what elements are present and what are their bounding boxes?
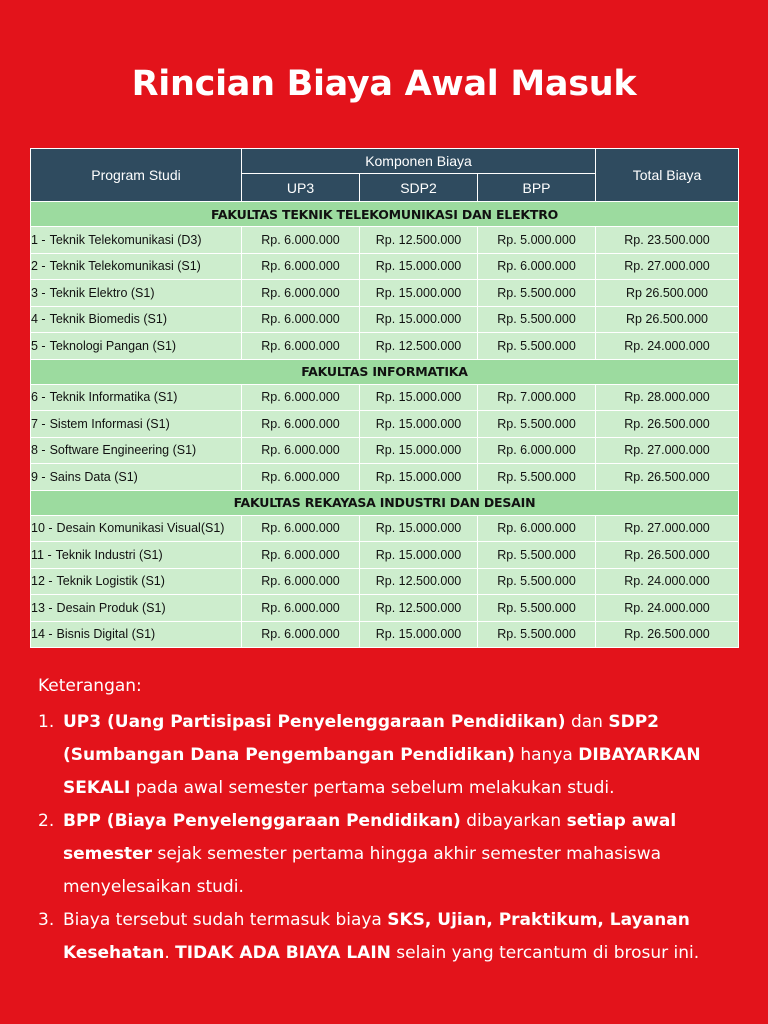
program-name: Teknik Industri (S1) [55, 547, 163, 562]
note-text: dan [565, 712, 609, 732]
note-emphasis: DIBAYARKAN SEKALI [63, 745, 701, 798]
note-number: 1. [38, 712, 55, 732]
up3-cell: Rp. 6.000.000 [242, 411, 360, 438]
bpp-cell: Rp. 5.500.000 [478, 411, 596, 438]
program-name: Desain Komunikasi Visual(S1) [56, 521, 225, 536]
up3-cell: Rp. 6.000.000 [242, 280, 360, 307]
program-number: 3 - [31, 285, 46, 300]
program-name: Teknik Elektro (S1) [49, 285, 155, 300]
program-row [31, 306, 739, 333]
sdp2-cell: Rp. 15.000.000 [360, 621, 478, 648]
note-text: . [164, 943, 176, 963]
faculty-row [31, 202, 739, 227]
bpp-cell: Rp. 5.500.000 [478, 568, 596, 595]
program-name-cell [31, 621, 242, 648]
sdp2-cell: Rp. 12.500.000 [360, 595, 478, 622]
program-name-cell [31, 595, 242, 622]
sdp2-cell: Rp. 12.500.000 [360, 227, 478, 254]
program-name: Sistem Informasi (S1) [49, 416, 170, 431]
program-number: 2 - [31, 259, 46, 274]
bpp-cell: Rp. 5.500.000 [478, 542, 596, 569]
bpp-cell: Rp. 5.500.000 [478, 464, 596, 491]
up3-cell: Rp. 6.000.000 [242, 464, 360, 491]
note-emphasis: UP3 (Uang Partisipasi Penyelenggaraan Pendidikan) [63, 712, 566, 732]
faculty-row [31, 490, 739, 515]
header-total-biaya: Total Biaya [596, 149, 739, 202]
faculty-name: FAKULTAS TEKNIK TELEKOMUNIKASI DAN ELEKTRO [31, 202, 739, 227]
program-number: 6 - [31, 390, 46, 405]
sdp2-cell: Rp. 15.000.000 [360, 515, 478, 542]
program-name: Sains Data (S1) [49, 469, 138, 484]
notes-section [38, 676, 738, 970]
total-cell: Rp. 27.000.000 [596, 515, 739, 542]
note-number: 3. [38, 910, 55, 930]
fee-table-body [31, 202, 739, 648]
total-cell: Rp 26.500.000 [596, 280, 739, 307]
sdp2-cell: Rp. 15.000.000 [360, 542, 478, 569]
bpp-cell: Rp. 6.000.000 [478, 515, 596, 542]
note-item [38, 805, 738, 904]
program-row [31, 411, 739, 438]
up3-cell: Rp. 6.000.000 [242, 595, 360, 622]
program-number: 9 - [31, 469, 46, 484]
program-name: Teknik Informatika (S1) [49, 390, 178, 405]
program-name-cell [31, 280, 242, 307]
fee-table [30, 148, 739, 648]
up3-cell: Rp. 6.000.000 [242, 253, 360, 280]
header-up3: UP3 [242, 174, 360, 202]
total-cell: Rp. 28.000.000 [596, 384, 739, 411]
program-row [31, 437, 739, 464]
up3-cell: Rp. 6.000.000 [242, 568, 360, 595]
up3-cell: Rp. 6.000.000 [242, 384, 360, 411]
program-number: 13 - [31, 600, 53, 615]
program-row [31, 384, 739, 411]
note-item [38, 904, 738, 970]
total-cell: Rp 26.500.000 [596, 306, 739, 333]
note-emphasis: SDP2 (Sumbangan Dana Pengembangan Pendidikan) [63, 712, 660, 765]
program-name: Teknik Logistik (S1) [56, 574, 165, 589]
program-row [31, 568, 739, 595]
program-name: Teknik Telekomunikasi (D3) [49, 232, 202, 247]
sdp2-cell: Rp. 15.000.000 [360, 384, 478, 411]
note-text: selain yang tercantum di brosur ini. [390, 943, 700, 963]
program-row [31, 621, 739, 648]
sdp2-cell: Rp. 12.500.000 [360, 333, 478, 360]
program-name-cell [31, 437, 242, 464]
fee-table-header [31, 149, 739, 202]
note-item [38, 706, 738, 805]
total-cell: Rp. 26.500.000 [596, 411, 739, 438]
note-text: dibayarkan [460, 811, 567, 831]
program-name-cell [31, 542, 242, 569]
header-bpp: BPP [478, 174, 596, 202]
program-row [31, 253, 739, 280]
bpp-cell: Rp. 5.500.000 [478, 280, 596, 307]
notes-list [38, 706, 738, 970]
faculty-name: FAKULTAS REKAYASA INDUSTRI DAN DESAIN [31, 490, 739, 515]
program-name-cell [31, 333, 242, 360]
program-name: Software Engineering (S1) [49, 443, 197, 458]
note-text: pada awal semester pertama sebelum melakukan studi. [130, 778, 615, 798]
total-cell: Rp. 24.000.000 [596, 595, 739, 622]
program-name: Bisnis Digital (S1) [56, 627, 156, 642]
program-name-cell [31, 568, 242, 595]
note-text: hanya [514, 745, 579, 765]
bpp-cell: Rp. 5.500.000 [478, 595, 596, 622]
note-text: sejak semester pertama hingga akhir semester mahasiswa menyelesaikan studi. [63, 844, 662, 897]
page-title: Rincian Biaya Awal Masuk [131, 64, 637, 104]
bpp-cell: Rp. 7.000.000 [478, 384, 596, 411]
faculty-name: FAKULTAS INFORMATIKA [31, 359, 739, 384]
up3-cell: Rp. 6.000.000 [242, 437, 360, 464]
sdp2-cell: Rp. 15.000.000 [360, 253, 478, 280]
program-number: 12 - [31, 574, 53, 589]
faculty-row [31, 359, 739, 384]
total-cell: Rp. 24.000.000 [596, 333, 739, 360]
program-number: 1 - [31, 232, 46, 247]
sdp2-cell: Rp. 15.000.000 [360, 437, 478, 464]
note-emphasis: BPP (Biaya Penyelenggaraan Pendidikan) [63, 811, 461, 831]
header-program-studi: Program Studi [31, 149, 242, 202]
note-text: Biaya tersebut sudah termasuk biaya [63, 910, 388, 930]
bpp-cell: Rp. 5.500.000 [478, 333, 596, 360]
program-name-cell [31, 411, 242, 438]
program-name: Teknologi Pangan (S1) [49, 338, 177, 353]
bpp-cell: Rp. 6.000.000 [478, 437, 596, 464]
program-name-cell [31, 515, 242, 542]
total-cell: Rp. 26.500.000 [596, 621, 739, 648]
header-komponen-biaya: Komponen Biaya [242, 149, 596, 174]
note-emphasis: SKS, Ujian, Praktikum, Layanan Kesehatan [63, 910, 690, 963]
bpp-cell: Rp. 5.500.000 [478, 621, 596, 648]
program-name-cell [31, 227, 242, 254]
program-row [31, 333, 739, 360]
program-number: 10 - [31, 521, 53, 536]
note-emphasis: TIDAK ADA BIAYA LAIN [175, 943, 391, 963]
bpp-cell: Rp. 6.000.000 [478, 253, 596, 280]
program-name: Teknik Biomedis (S1) [49, 312, 167, 327]
program-row [31, 280, 739, 307]
up3-cell: Rp. 6.000.000 [242, 542, 360, 569]
note-emphasis: setiap awal semester [63, 811, 677, 864]
total-cell: Rp. 26.500.000 [596, 542, 739, 569]
sdp2-cell: Rp. 15.000.000 [360, 464, 478, 491]
program-number: 8 - [31, 443, 46, 458]
up3-cell: Rp. 6.000.000 [242, 621, 360, 648]
program-number: 5 - [31, 338, 46, 353]
program-number: 14 - [31, 627, 53, 642]
sdp2-cell: Rp. 15.000.000 [360, 280, 478, 307]
program-row [31, 542, 739, 569]
up3-cell: Rp. 6.000.000 [242, 306, 360, 333]
program-name-cell [31, 306, 242, 333]
bpp-cell: Rp. 5.000.000 [478, 227, 596, 254]
total-cell: Rp. 27.000.000 [596, 253, 739, 280]
program-number: 4 - [31, 312, 46, 327]
header-sdp2: SDP2 [360, 174, 478, 202]
program-row [31, 595, 739, 622]
program-number: 7 - [31, 416, 46, 431]
sdp2-cell: Rp. 12.500.000 [360, 568, 478, 595]
total-cell: Rp. 24.000.000 [596, 568, 739, 595]
program-row [31, 227, 739, 254]
total-cell: Rp. 27.000.000 [596, 437, 739, 464]
notes-heading: Keterangan: [38, 676, 142, 696]
program-name: Teknik Telekomunikasi (S1) [49, 259, 201, 274]
program-row [31, 515, 739, 542]
sdp2-cell: Rp. 15.000.000 [360, 306, 478, 333]
up3-cell: Rp. 6.000.000 [242, 227, 360, 254]
up3-cell: Rp. 6.000.000 [242, 333, 360, 360]
up3-cell: Rp. 6.000.000 [242, 515, 360, 542]
sdp2-cell: Rp. 15.000.000 [360, 411, 478, 438]
program-number: 11 - [31, 547, 52, 562]
note-number: 2. [38, 811, 55, 831]
program-name: Desain Produk (S1) [56, 600, 166, 615]
bpp-cell: Rp. 5.500.000 [478, 306, 596, 333]
total-cell: Rp. 26.500.000 [596, 464, 739, 491]
program-name-cell [31, 253, 242, 280]
total-cell: Rp. 23.500.000 [596, 227, 739, 254]
program-row [31, 464, 739, 491]
program-name-cell [31, 384, 242, 411]
program-name-cell [31, 464, 242, 491]
